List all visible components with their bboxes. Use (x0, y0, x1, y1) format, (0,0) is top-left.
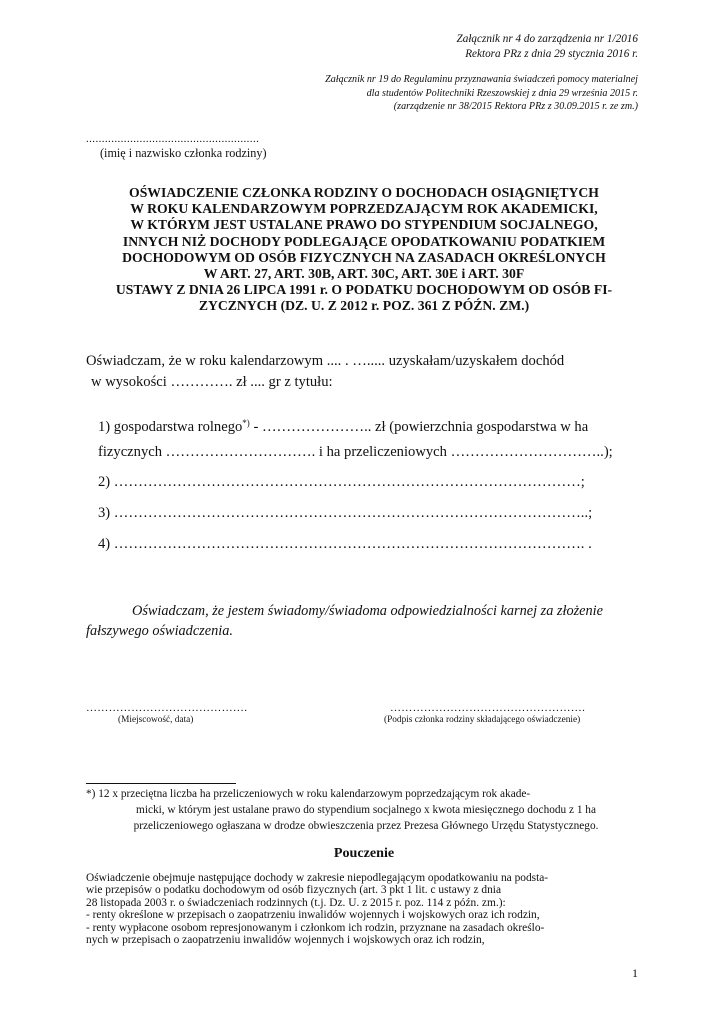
statement-line-2: fałszywego oświadczenia. (86, 623, 233, 639)
attachment-line-2: Rektora PRz z dnia 29 stycznia 2016 r. (465, 48, 638, 60)
instruction-heading: Pouczenie (333, 845, 395, 861)
footnote-line-3: przeliczeniowego ogłaszana w drodze obwieszczenia przez Prezesa Głównego Urzędu Statystycznego. (133, 820, 599, 832)
declaration-line-2[interactable]: w wysokości …………. zł .... gr z tytułu: (91, 374, 333, 390)
title-line-1: OŚWIADCZENIE CZŁONKA RODZINY O DOCHODACH OSIĄGNIĘTYCH (129, 185, 599, 200)
regulation-line-1: Załącznik nr 19 do Regulaminu przyznawania świadczeń pomocy materialnej (325, 74, 638, 85)
declaration-line-1[interactable]: Oświadczam, że w roku kalendarzowym .... . …..... uzyskałam/uzyskałem dochód (86, 353, 565, 369)
statement-line-1: Oświadczam, że jestem świadomy/świadoma odpowiedzialności karnej za złożenie (132, 603, 603, 619)
instruction-line-4: - renty określone w przepisach o zaopatrzeniu inwalidów wojennych i wojskowych oraz ich rodzin, (86, 909, 540, 922)
signature-field[interactable]: ……………………………………………. (390, 702, 586, 714)
instruction-text (86, 872, 642, 946)
signature-label: (Podpis członka rodziny składającego oświadczenie) (384, 715, 581, 725)
title-line-8: ZYCZNYCH (DZ. U. Z 2012 r. POZ. 361 Z PÓŹN. ZM.) (198, 298, 530, 314)
attachment-line-1: Załącznik nr 4 do zarządzenia nr 1/2016 (456, 33, 638, 45)
member-name-field[interactable]: ....................................................... (86, 133, 260, 145)
income-item-1-area-field[interactable]: fizycznych …………………………. i ha przeliczeniowych …………………………..); (98, 444, 613, 460)
regulation-header (325, 73, 638, 114)
regulation-line-2: dla studentów Politechniki Rzeszowskiej z dnia 29 września 2015 r. (366, 87, 638, 99)
footnote-divider (86, 783, 236, 784)
instruction-line-3: 28 listopada 2003 r. o świadczeniach rodzinnych (t.j. Dz. U. z 2015 r. poz. 114 z późn. zm.): (86, 896, 506, 909)
place-date-label: (Miejscowość, data) (118, 715, 194, 725)
place-date-field[interactable]: ……………………………………. (86, 702, 248, 714)
title-line-5: DOCHODOWYM OD OSÓB FIZYCZNYCH NA ZASADACH OKREŚLONYCH (122, 249, 606, 265)
page-number: 1 (632, 966, 638, 980)
income-item-2-field[interactable]: 2) ……………………………………………………………………………………; (98, 474, 585, 490)
income-item-3-field[interactable]: 3) ……………………………………………………………………………………..; (98, 505, 593, 521)
liability-statement (86, 601, 642, 641)
footnote-line-2: micki, w którym jest ustalane prawo do stypendium socjalnego x kwota miesięcznego dochodu z 1 ha (136, 804, 596, 816)
instruction-line-5: - renty wypłacone osobom represjonowanym i członkom ich rodzin, przyznane na zasadach określo- (86, 921, 545, 934)
instruction-line-2: wie przepisów o podatku dochodowym od osób fizycznych (art. 3 pkt 1 lit. c ustawy z dnia (86, 884, 502, 897)
income-item-1[interactable] (98, 414, 588, 436)
document-title (86, 185, 642, 315)
instruction-line-6: nych w przepisach o zaopatrzeniu inwalidów wojennych i wojskowych oraz ich rodzin, (86, 934, 485, 947)
footnote-marker: *) (242, 418, 250, 428)
attachment-header (457, 32, 639, 62)
title-line-7: USTAWY Z DNIA 26 LIPCA 1991 r. O PODATKU DOCHODOWYM OD OSÓB FI- (115, 282, 613, 298)
title-line-3: W KTÓRYM JEST USTALANE PRAWO DO STYPENDIUM SOCJALNEGO, (130, 217, 598, 233)
title-line-4: INNYCH NIŻ DOCHODY PODLEGAJĄCE OPODATKOWANIU PODATKIEM (122, 233, 606, 249)
income-declaration (86, 351, 564, 393)
footnote (86, 786, 646, 834)
footnote-line-1: *) 12 x przeciętna liczba ha przeliczeniowych w roku kalendarzowym poprzedzającym rok akade- (86, 788, 531, 800)
instruction-line-1: Oświadczenie obejmuje następujące dochody w zakresie niepodlegającym opodatkowaniu na podsta- (86, 872, 549, 884)
income-item-1-label: 1) gospodarstwa rolnego (98, 419, 243, 435)
title-line-6: W ART. 27, ART. 30B, ART. 30C, ART. 30E i ART. 30F (203, 266, 525, 282)
regulation-line-3: (zarządzenie nr 38/2015 Rektora PRz z 30.09.2015 r. ze zm.) (393, 101, 638, 112)
income-item-4-field[interactable]: 4) ……………………………………………………………………………………. . (98, 536, 592, 552)
income-item-1-amount-field[interactable]: - ………………….. zł (powierzchnia gospodarstwa w ha (249, 419, 589, 435)
member-name-label: (imię i nazwisko członka rodziny) (100, 146, 267, 160)
title-line-2: W ROKU KALENDARZOWYM POPRZEDZAJĄCYM ROK AKADEMICKI, (130, 201, 598, 217)
